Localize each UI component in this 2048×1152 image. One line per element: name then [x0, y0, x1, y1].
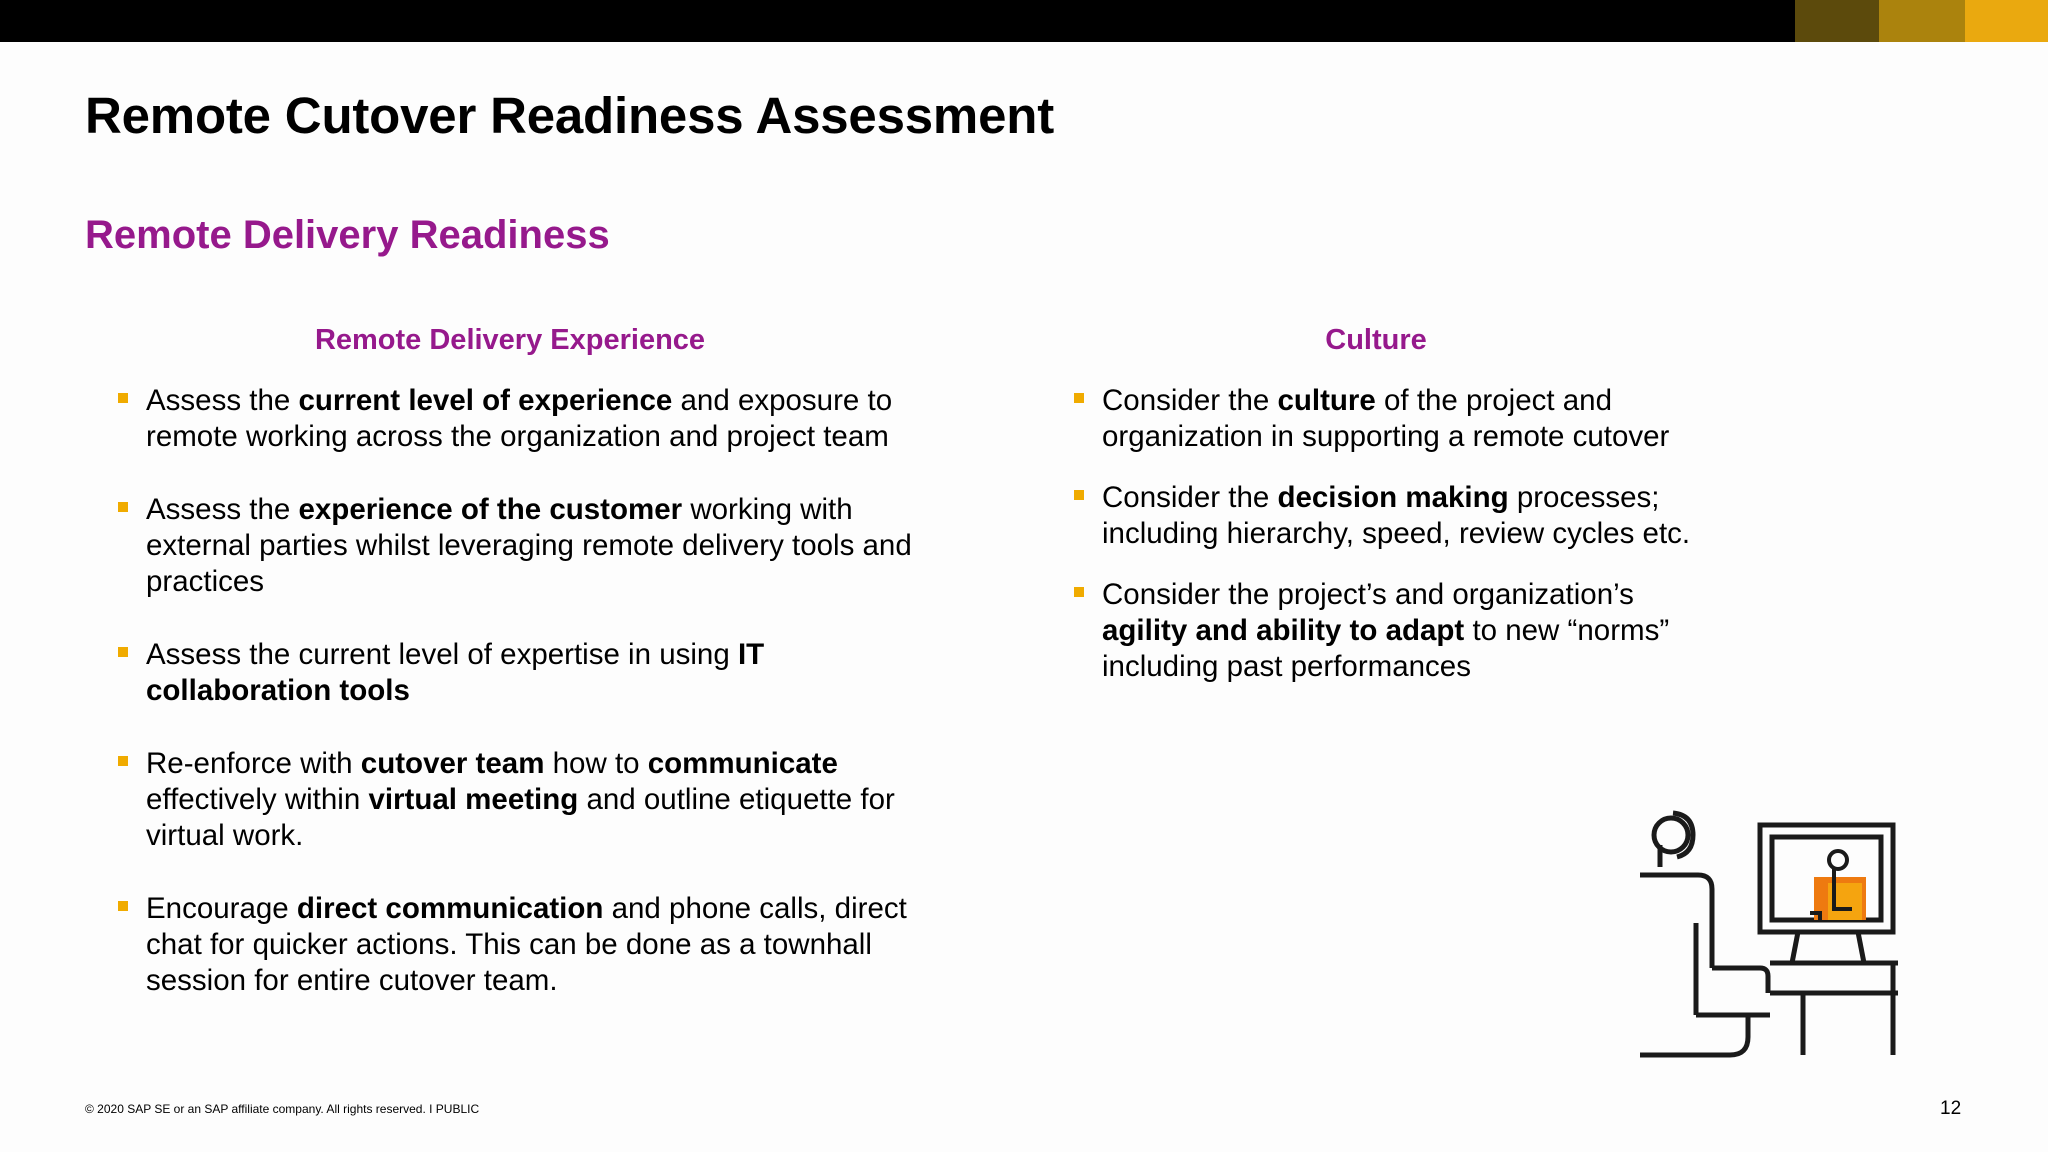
bullet-line [1102, 480, 1772, 516]
section-subtitle: Remote Delivery Readiness [85, 213, 610, 257]
right-column-heading: Culture [1325, 324, 1427, 356]
text: Assess the [146, 384, 299, 417]
bullet-line [1102, 383, 1772, 419]
bullet-line [1102, 649, 1772, 685]
bold-text: decision making [1277, 481, 1509, 514]
bold-text: cutover team [360, 747, 545, 780]
bullet-line [146, 637, 936, 673]
text: including hierarchy, speed, review cycles etc. [1102, 517, 1691, 550]
bullet-line [146, 673, 936, 709]
bold-text: direct communication [296, 892, 604, 925]
text: effectively within [146, 783, 369, 816]
bold-text: culture [1277, 384, 1376, 417]
bullet-line [146, 782, 936, 818]
bullet-line [1102, 577, 1772, 613]
bold-text: virtual meeting [368, 783, 579, 816]
text: of the project and [1375, 384, 1612, 417]
brand-swatch-dark [1795, 0, 1879, 42]
bullet-line [1102, 613, 1772, 649]
top-bar [0, 0, 2048, 42]
bold-text: agility and ability to adapt [1102, 614, 1465, 647]
text: Consider the [1102, 481, 1278, 514]
bullet-item [116, 637, 936, 709]
bullet-square-icon [118, 901, 128, 911]
bullet-square-icon [1074, 587, 1084, 597]
bullet-line [1102, 419, 1772, 455]
bullet-item [116, 746, 936, 854]
right-bullet-list [1072, 383, 1772, 710]
text: practices [146, 565, 265, 598]
bullet-line [146, 818, 936, 854]
text: and phone calls, direct [603, 892, 907, 925]
brand-swatch-mid [1879, 0, 1965, 42]
text: session for entire cutover team. [146, 964, 558, 997]
bullet-item [116, 891, 936, 999]
bullet-line [146, 927, 936, 963]
text: Assess the current level of expertise in using [146, 638, 738, 671]
bullet-square-icon [118, 502, 128, 512]
bullet-line [146, 564, 936, 600]
bold-text: collaboration tools [146, 674, 410, 707]
bullet-line [146, 891, 936, 927]
bullet-item [116, 383, 936, 455]
bullet-line [146, 963, 936, 999]
left-column-heading: Remote Delivery Experience [314, 324, 706, 356]
page-number: 12 [1940, 1098, 1962, 1119]
footer-copyright: © 2020 SAP SE or an SAP affiliate company. All rights reserved. I PUBLIC [85, 1102, 480, 1116]
text: Assess the [146, 493, 299, 526]
text: and exposure to [672, 384, 893, 417]
text: working with [682, 493, 853, 526]
text: virtual work. [146, 819, 304, 852]
text: chat for quicker actions. This can be done as a townhall [146, 928, 872, 961]
remote-worker-video-call-icon [1620, 805, 1910, 1070]
left-bullet-list [116, 383, 936, 1036]
bullet-line [146, 383, 936, 419]
text: Encourage [146, 892, 297, 925]
text: how to [544, 747, 648, 780]
text: Consider the project’s and organization’s [1102, 578, 1634, 611]
bullet-line [146, 528, 936, 564]
text: processes; [1508, 481, 1660, 514]
bullet-square-icon [118, 393, 128, 403]
bold-text: IT [737, 638, 765, 671]
text: including past performances [1102, 650, 1471, 683]
bullet-line [146, 492, 936, 528]
brand-swatch-light [1965, 0, 2048, 42]
bullet-item [1072, 577, 1772, 685]
bullet-line [146, 746, 936, 782]
text: Re-enforce with [146, 747, 361, 780]
bold-text: current level of experience [298, 384, 673, 417]
text: external parties whilst leveraging remote delivery tools and [146, 529, 912, 562]
bold-text: communicate [647, 747, 838, 780]
bold-text: experience of the customer [298, 493, 683, 526]
bullet-line [1102, 516, 1772, 552]
bullet-square-icon [1074, 393, 1084, 403]
bullet-item [116, 492, 936, 600]
text: and outline etiquette for [578, 783, 895, 816]
bullet-square-icon [1074, 490, 1084, 500]
bullet-square-icon [118, 647, 128, 657]
bullet-line [146, 419, 936, 455]
text: Consider the [1102, 384, 1278, 417]
bullet-square-icon [118, 756, 128, 766]
bullet-item [1072, 480, 1772, 552]
text: remote working across the organization and project team [146, 420, 889, 453]
text: organization in supporting a remote cutover [1102, 420, 1670, 453]
page-title: Remote Cutover Readiness Assessment [85, 87, 1054, 144]
text: to new “norms” [1464, 614, 1670, 647]
bullet-item [1072, 383, 1772, 455]
